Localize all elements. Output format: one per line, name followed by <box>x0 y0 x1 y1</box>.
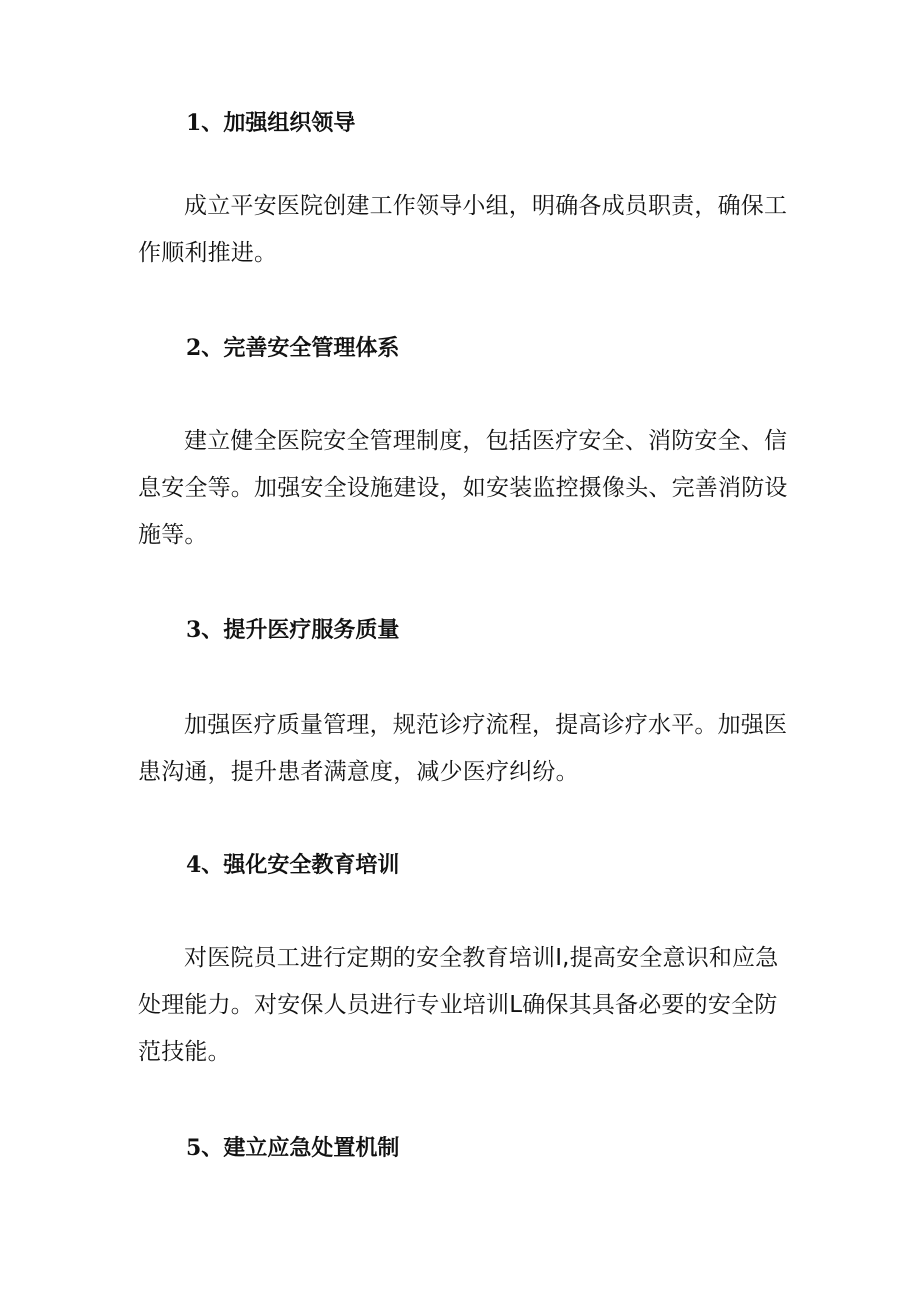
section-title: 强化安全教育培训 <box>223 853 400 878</box>
section-title: 完善安全管理体系 <box>223 336 400 361</box>
section-number: 4、 <box>186 852 224 878</box>
section-number: 2、 <box>186 335 224 361</box>
section-paragraph-4: 对医院员工进行定期的安全教育培训I,提高安全意识和应急处理能力。对安保人员进行专业培训L确保其具备必要的安全防范技能。 <box>138 945 779 1065</box>
section-paragraph-3: 加强医疗质量管理，规范诊疗流程，提高诊疗水平。加强医患沟通，提升患者满意度，减少医疗纠纷。 <box>138 712 788 785</box>
section-number: 1、 <box>186 110 224 136</box>
section-heading-5 <box>186 1133 806 1164</box>
section-heading-3 <box>186 615 806 646</box>
section-paragraph-2: 建立健全医院安全管理制度，包括医疗安全、消防安全、信息安全等。加强安全设施建设，如安装监控摄像头、完善消防设施等。 <box>138 428 788 548</box>
section-heading-4 <box>186 850 806 881</box>
section-number: 5、 <box>186 1135 224 1161</box>
section-number: 3、 <box>186 617 224 643</box>
section-heading-1 <box>186 108 806 139</box>
section-title: 提升医疗服务质量 <box>223 618 400 643</box>
section-title: 建立应急处置机制 <box>223 1136 400 1161</box>
section-paragraph-1: 成立平安医院创建工作领导小组，明确各成员职责，确保工作顺利推进。 <box>138 193 788 266</box>
section-heading-2 <box>186 333 806 364</box>
section-title: 加强组织领导 <box>223 111 356 136</box>
